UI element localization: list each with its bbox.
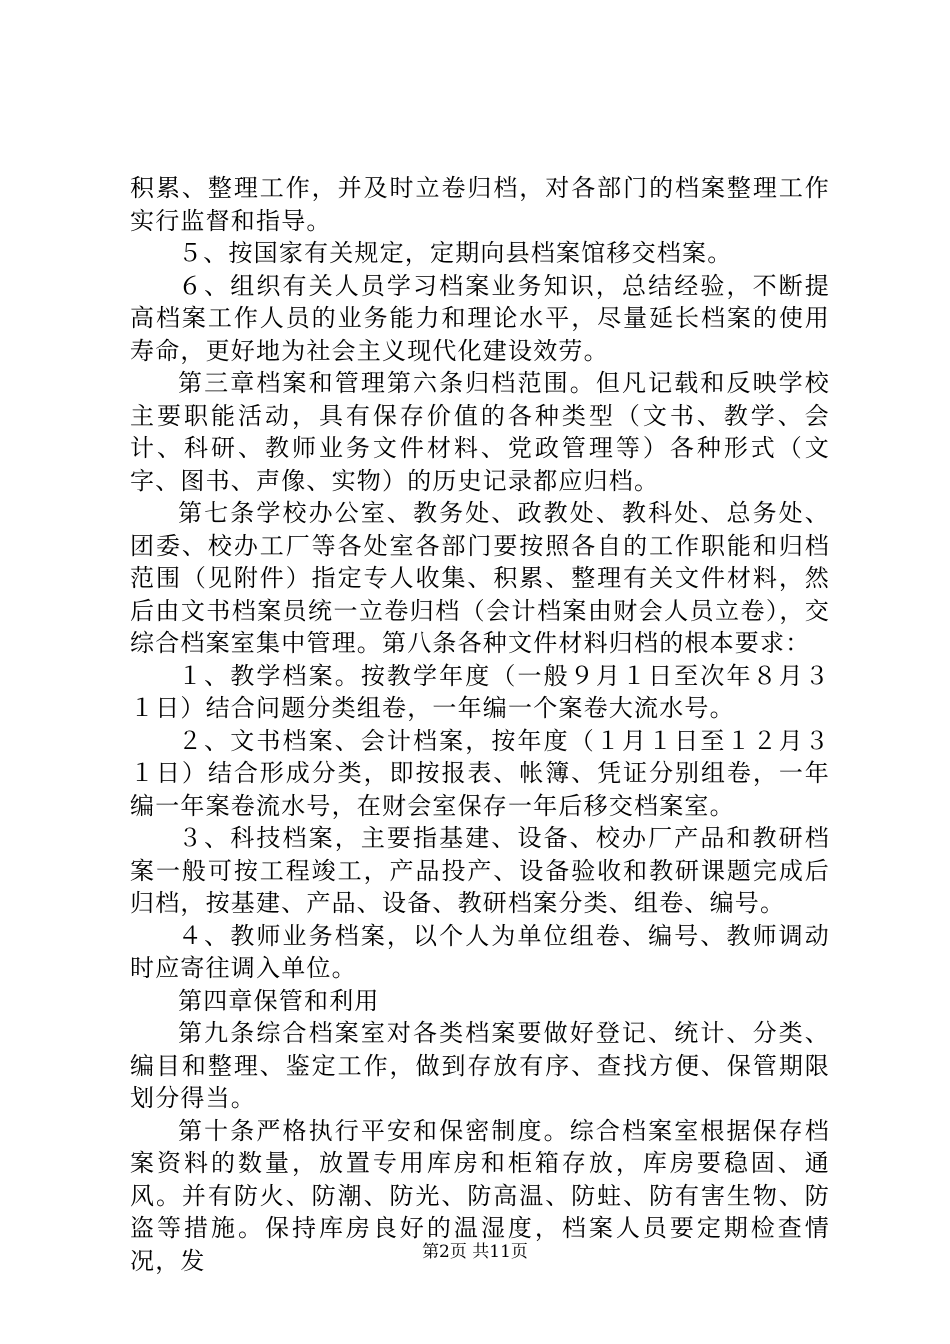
paragraph-5: 第七条学校办公室、教务处、政教处、教科处、总务处、团委、校办工厂等各处室各部门要按照各自的工作职能和归档范围（见附件）指定专人收集、积累、整理有关文件材料，然后由文书档案员统一立卷归档（会计档案由财会人员立卷），交综合档案室集中管理。第八条各种文件材料归档的根本要求： <box>130 499 830 657</box>
paragraph-9: ４、教师业务档案，以个人为单位组卷、编号、教师调动时应寄往调入单位。 <box>130 921 830 982</box>
paragraph-3: ６、组织有关人员学习档案业务知识，总结经验，不断提高档案工作人员的业务能力和理论水平，尽量延长档案的使用寿命，更好地为社会主义现代化建设效劳。 <box>130 271 830 365</box>
paragraph-7: ２、文书档案、会计档案，按年度（１月１日至１２月３１日）结合形成分类，即按报表、帐簿、凭证分别组卷，一年编一年案卷流水号，在财会室保存一年后移交档案室。 <box>130 726 830 820</box>
paragraph-2: ５、按国家有关规定，定期向县档案馆移交档案。 <box>178 239 733 267</box>
chapter-heading: 第四章保管和利用 <box>178 986 380 1015</box>
paragraph-11: 第九条综合档案室对各类档案要做好登记、统计、分类、编目和整理、鉴定工作，做到存放有序、查找方便、保管期限划分得当。 <box>130 1019 830 1112</box>
paragraph-8: ３、科技档案，主要指基建、设备、校办厂产品和教研档案一般可按工程竣工，产品投产、设备验收和教研课题完成后归档，按基建、产品、设备、教研档案分类、组卷、编号。 <box>130 824 830 917</box>
paragraph-12: 第十条严格执行平安和保密制度。综合档案室根据保存档案资料的数量，放置专用库房和柜箱存放，库房要稳固、通风。并有防火、防潮、防光、防高温、防蛀、防有害生物、防盗等措施。保持库房良好的温湿度，档案人员要定期检查情况，发 <box>130 1116 830 1275</box>
paragraph-6: １、教学档案。按教学年度（一般９月１日至次年８月３１日）结合问题分类组卷，一年编一个案卷大流水号。 <box>130 661 830 722</box>
document-body <box>130 172 830 1277</box>
paragraph-4: 第三章档案和管理第六条归档范围。但凡记载和反映学校主要职能活动，具有保存价值的各种类型（文书、教学、会计、科研、教师业务文件材料、党政管理等）各种形式（文字、图书、声像、实物）的历史记录都应归档。 <box>130 369 830 495</box>
page-footer: 第2页 共11页 <box>422 1242 528 1262</box>
paragraph-1: 积累、整理工作，并及时立卷归档，对各部门的档案整理工作实行监督和指导。 <box>130 174 830 235</box>
